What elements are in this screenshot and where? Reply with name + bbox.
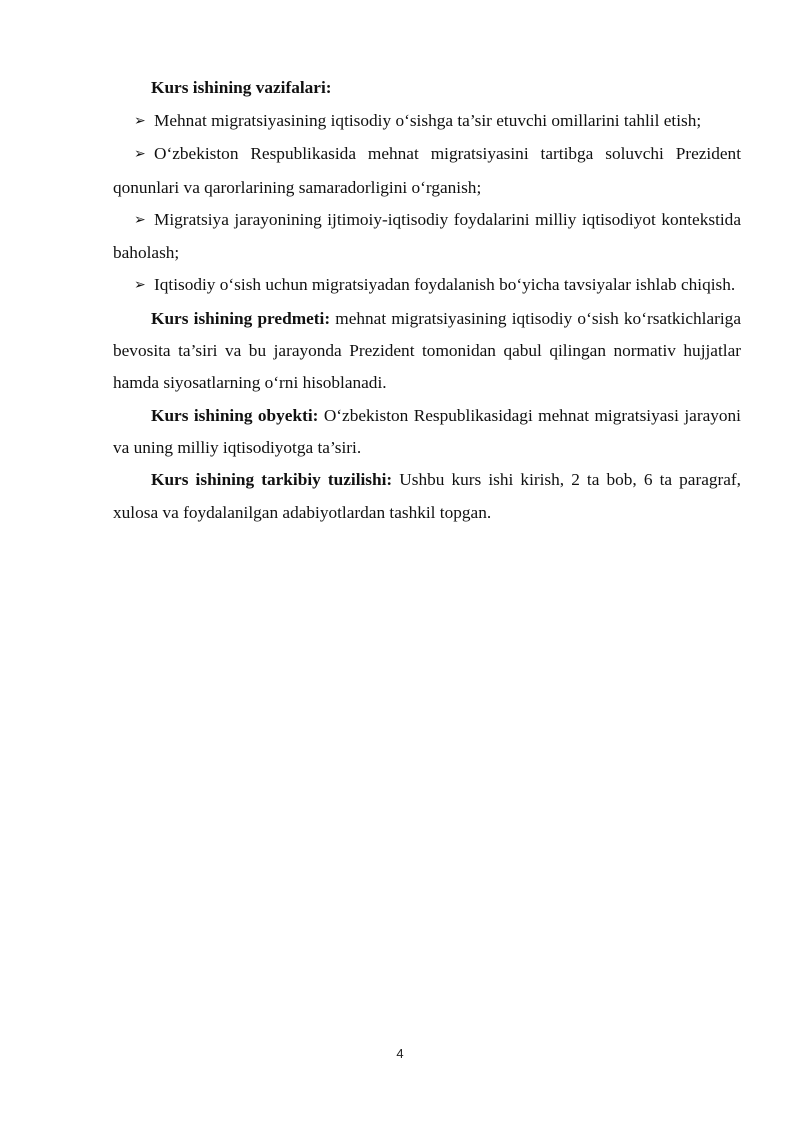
task-item-3 [113, 204, 741, 270]
subject-text: mehnat migratsiyasining iqtisodiy o‘sish ko‘rsatkichlariga bevosita ta’siri va bu jarayonda Prezident tomonidan qabul qilingan normativ hujjatlar hamda siyosatlarning o‘rni hisoblanadi. [113, 308, 741, 393]
task-item-1 [113, 105, 741, 138]
document-page [113, 74, 741, 529]
tasks-heading: Kurs ishining vazifalari: [151, 78, 332, 97]
page-number: 4 [396, 1046, 404, 1061]
task-text: O‘zbekiston Respublikasida mehnat migratsiyasini tartibga soluvchi Prezident qonunlari va qarorlarining samaradorligini o‘rganish; [113, 144, 741, 197]
task-text: Migratsiya jarayonining ijtimoiy-iqtisodiy foydalarini milliy iqtisodiyot kontekstida baholash; [113, 209, 741, 263]
task-text: Mehnat migratsiyasining iqtisodiy o‘sishga ta’sir etuvchi omillarini tahlil etish; [154, 111, 702, 130]
subject-label: Kurs ishining predmeti: [151, 308, 331, 328]
arrow-bullet-icon: ➢ [134, 146, 146, 163]
structure-text: Ushbu kurs ishi kirish, 2 ta bob, 6 ta paragraf, xulosa va foydalanilgan adabiyotlardan tashkil topgan. [113, 470, 742, 522]
task-text: Iqtisodiy o‘sish uchun migratsiyadan foydalanish bo‘yicha tavsiyalar ishlab chiqish. [154, 275, 736, 295]
object-paragraph [113, 400, 741, 465]
arrow-bullet-icon: ➢ [134, 211, 146, 228]
object-text: O‘zbekiston Respublikasidagi mehnat migratsiyasi jarayoni va uning milliy iqtisodiyotga ta’siri. [113, 405, 741, 457]
structure-paragraph [113, 464, 741, 529]
subject-paragraph [113, 303, 741, 400]
task-item-2 [113, 138, 741, 204]
structure-label: Kurs ishining tarkibiy tuzilishi: [151, 470, 393, 490]
task-item-4 [113, 269, 741, 302]
object-label: Kurs ishining obyekti: [151, 405, 319, 425]
arrow-bullet-icon: ➢ [134, 113, 146, 129]
arrow-bullet-icon: ➢ [134, 277, 146, 294]
